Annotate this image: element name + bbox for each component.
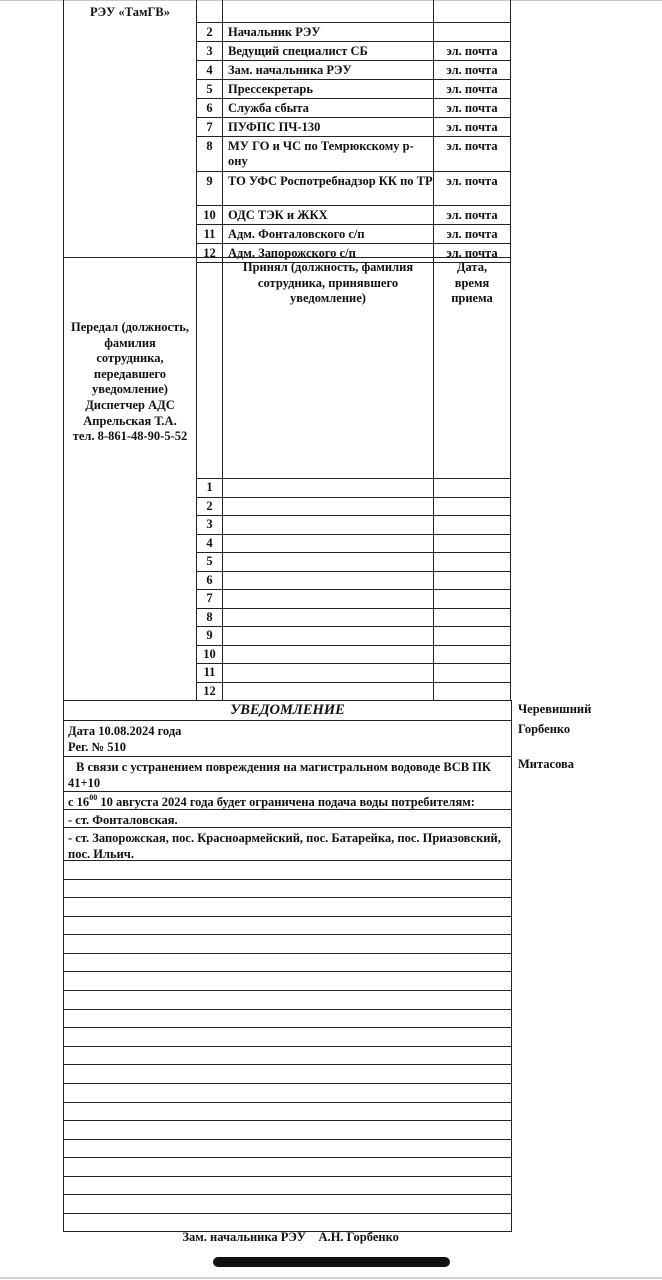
receipt-number: 1 bbox=[196, 478, 223, 498]
receipt-datetime-field[interactable] bbox=[433, 571, 511, 590]
notice-empty-row bbox=[63, 934, 512, 954]
receiver-field[interactable] bbox=[222, 552, 434, 572]
notice-empty-row bbox=[63, 1120, 512, 1140]
recipient-number: 4 bbox=[196, 60, 223, 80]
receipt-number: 9 bbox=[196, 626, 223, 646]
notice-reason-row bbox=[63, 756, 512, 792]
receipt-datetime-field[interactable] bbox=[433, 497, 511, 516]
receiver-field[interactable] bbox=[222, 515, 434, 535]
side-note: Черевишний bbox=[518, 702, 592, 716]
notice-empty-row bbox=[63, 879, 512, 898]
recipient-method: эл. почта bbox=[433, 171, 511, 206]
notice-empty-row bbox=[63, 971, 512, 991]
notice-empty-row bbox=[63, 916, 512, 935]
receiver-field[interactable] bbox=[222, 589, 434, 609]
notice-reg: Рег. № 510 bbox=[68, 740, 126, 754]
recipient-number: 2 bbox=[196, 22, 223, 42]
receiver-field[interactable] bbox=[222, 645, 434, 664]
notice-reason: В связи с устранением повреждения на магистральном водоводе ВСВ ПК 41+10 bbox=[68, 760, 491, 790]
consumer-row: - ст. Фонталовская. bbox=[63, 809, 512, 828]
recipient-name: ОДС ТЭК и ЖКХ bbox=[222, 205, 434, 225]
notice-empty-row bbox=[63, 1064, 512, 1084]
notice-empty-row bbox=[63, 1176, 512, 1195]
notice-empty-row bbox=[63, 1083, 512, 1103]
recipient-number: 12 bbox=[196, 243, 223, 263]
recipient-method bbox=[433, 0, 511, 23]
recipient-method: эл. почта bbox=[433, 243, 511, 263]
receipt-datetime-field[interactable] bbox=[433, 682, 511, 701]
receipt-number: 2 bbox=[196, 497, 223, 516]
recipient-method bbox=[433, 22, 511, 42]
recipient-number: 5 bbox=[196, 79, 223, 99]
sender-phone: тел. 8-861-48-90-5-52 bbox=[72, 429, 188, 444]
receipt-datetime-field[interactable] bbox=[433, 534, 511, 553]
notice-empty-row bbox=[63, 1027, 512, 1047]
recipient-name: ТО УФС Роспотребнадзор КК по ТР bbox=[222, 171, 434, 206]
recipient-method: эл. почта bbox=[433, 205, 511, 225]
consumer-row: - ст. Запорожская, пос. Красноармейский, пос. Батарейка, пос. Приазовский, пос. Ильич. bbox=[63, 827, 512, 861]
recipient-number: 10 bbox=[196, 205, 223, 225]
recipient-method: эл. почта bbox=[433, 136, 511, 172]
datetime-header: Дата, время приема bbox=[433, 257, 511, 479]
receiver-field[interactable] bbox=[222, 608, 434, 627]
receipt-number: 11 bbox=[196, 663, 223, 683]
recipient-name: Начальник РЭУ bbox=[222, 22, 434, 42]
bottom-edge bbox=[0, 1277, 662, 1279]
receiver-field[interactable] bbox=[222, 682, 434, 701]
receipt-number: 8 bbox=[196, 608, 223, 627]
recipient-number: 8 bbox=[196, 136, 223, 172]
receiver-field[interactable] bbox=[222, 534, 434, 553]
recipient-name: Служба сбыта bbox=[222, 98, 434, 118]
notice-empty-row bbox=[63, 897, 512, 917]
notice-empty-row bbox=[63, 1046, 512, 1065]
side-note: Митасова bbox=[518, 757, 575, 771]
receipt-number: 7 bbox=[196, 589, 223, 609]
recipient-method: эл. почта bbox=[433, 41, 511, 61]
receiver-header: Принял (должность, фамилия сотрудника, принявшего уведомление) bbox=[222, 257, 434, 479]
recipient-name: МУ ГО и ЧС по Темрюкскому р-ону bbox=[222, 136, 434, 172]
notice-title: УВЕДОМЛЕНИЕ bbox=[230, 702, 345, 718]
receipt-datetime-field[interactable] bbox=[433, 626, 511, 646]
receipt-datetime-field[interactable] bbox=[433, 552, 511, 572]
recipient-method: эл. почта bbox=[433, 79, 511, 99]
notice-empty-row bbox=[63, 1102, 512, 1121]
recipient-name bbox=[222, 0, 434, 23]
receiver-num-header bbox=[196, 257, 223, 479]
receipt-number: 6 bbox=[196, 571, 223, 590]
recipient-number: 11 bbox=[196, 224, 223, 244]
sender-name: Диспетчер АДС Апрельская Т.А. bbox=[83, 397, 177, 428]
receipt-number: 12 bbox=[196, 682, 223, 701]
recipient-name: Зам. начальника РЭУ bbox=[222, 60, 434, 80]
receiver-field[interactable] bbox=[222, 478, 434, 498]
org-label: РЭУ «ТамГВ» bbox=[90, 5, 170, 19]
receiver-field[interactable] bbox=[222, 626, 434, 646]
signature: Зам. начальника РЭУ А.Н. Горбенко bbox=[182, 1230, 399, 1244]
receipt-datetime-field[interactable] bbox=[433, 589, 511, 609]
sender-label: Передал (должность, фамилия сотрудника, передавшего уведомление) bbox=[71, 320, 189, 397]
notice-empty-row bbox=[63, 1009, 512, 1028]
notice-empty-row bbox=[63, 1157, 512, 1177]
receipt-datetime-field[interactable] bbox=[433, 645, 511, 664]
receipt-number: 3 bbox=[196, 515, 223, 535]
notice-date: Дата 10.08.2024 года bbox=[68, 724, 182, 738]
receipt-datetime-field[interactable] bbox=[433, 663, 511, 683]
recipient-number: 7 bbox=[196, 117, 223, 137]
notice-empty-row bbox=[63, 1139, 512, 1158]
receipt-datetime-field[interactable] bbox=[433, 478, 511, 498]
recipient-method: эл. почта bbox=[433, 98, 511, 118]
notice-title-row bbox=[63, 700, 512, 721]
receipt-number: 5 bbox=[196, 552, 223, 572]
recipient-method: эл. почта bbox=[433, 60, 511, 80]
recipient-number: 3 bbox=[196, 41, 223, 61]
recipient-number: 6 bbox=[196, 98, 223, 118]
notice-date-row bbox=[63, 720, 512, 757]
recipient-name: ПУФПС ПЧ-130 bbox=[222, 117, 434, 137]
receiver-field[interactable] bbox=[222, 663, 434, 683]
home-indicator[interactable] bbox=[213, 1257, 450, 1267]
recipient-name: Адм. Запорожского с/п bbox=[222, 243, 434, 263]
receipt-number: 10 bbox=[196, 645, 223, 664]
org-label-cell bbox=[63, 0, 197, 258]
recipient-name: Ведущий специалист СБ bbox=[222, 41, 434, 61]
receiver-field[interactable] bbox=[222, 571, 434, 590]
notice-empty-row bbox=[63, 990, 512, 1010]
notice-time-row: с $16^{00}$ 10 августа 2024 года будет ограничена подача воды потребителям: bbox=[63, 791, 512, 810]
recipient-name: Адм. Фонталовского с/п bbox=[222, 224, 434, 244]
notice-empty-row bbox=[63, 860, 512, 880]
recipient-number bbox=[196, 0, 223, 23]
notice-empty-row bbox=[63, 953, 512, 972]
receipt-datetime-field[interactable] bbox=[433, 515, 511, 535]
sender-text bbox=[63, 320, 197, 445]
recipient-method: эл. почта bbox=[433, 117, 511, 137]
signature-row bbox=[63, 1213, 512, 1244]
recipient-name: Прессекретарь bbox=[222, 79, 434, 99]
notice-empty-row bbox=[63, 1194, 512, 1214]
receipt-number: 4 bbox=[196, 534, 223, 553]
side-note: Горбенко bbox=[518, 722, 571, 736]
recipient-method: эл. почта bbox=[433, 224, 511, 244]
receiver-field[interactable] bbox=[222, 497, 434, 516]
receipt-datetime-field[interactable] bbox=[433, 608, 511, 627]
recipient-number: 9 bbox=[196, 171, 223, 206]
